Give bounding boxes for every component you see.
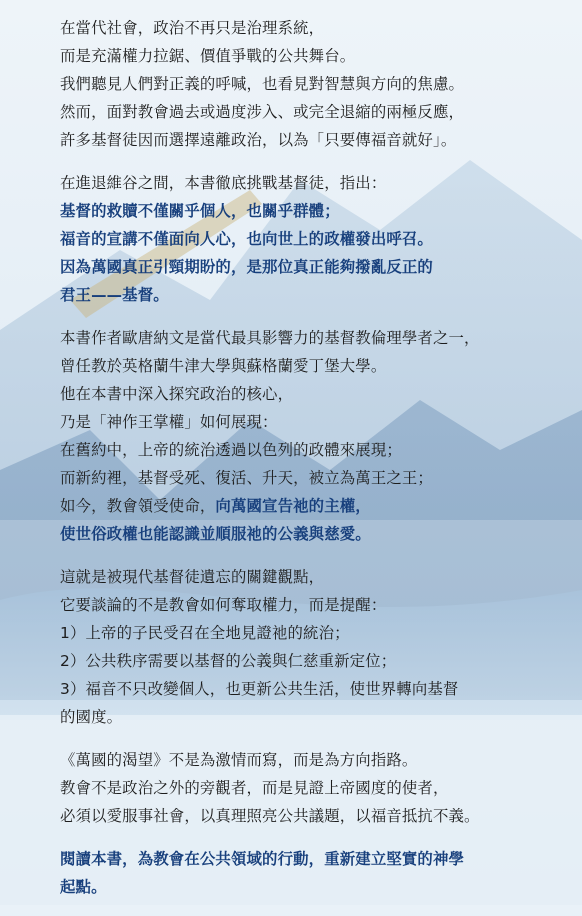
text-line: 教會不是政治之外的旁觀者，而是見證上帝國度的使者， <box>60 779 449 797</box>
list-item: 2）公共秩序需要以基督的公義與仁慈重新定位； <box>60 652 397 670</box>
text-line: 乃是「神作王掌權」如何展現： <box>60 413 278 431</box>
emphasis-segment: 向萬國宣告祂的主權， <box>215 497 371 515</box>
emphasis-line: 起點。 <box>60 878 107 896</box>
text-line: 這就是被現代基督徒遺忘的關鍵觀點， <box>60 568 325 586</box>
author-paragraph <box>60 324 560 548</box>
text-line: 而新約裡，基督受死、復活、升天，被立為萬王之王； <box>60 469 433 487</box>
text-line <box>60 492 560 520</box>
text-line: 本書作者歐唐納文是當代最具影響力的基督教倫理學者之一， <box>60 329 480 347</box>
text-line: 《萬國的渴望》不是為激情而寫，而是為方向指路。 <box>60 751 418 769</box>
text-line: 他在本書中深入探究政治的核心， <box>60 385 294 403</box>
emphasis-line: 君王——基督。 <box>60 286 169 304</box>
thesis-paragraph <box>60 169 560 309</box>
text-line: 而是充滿權力拉鋸、價值爭戰的公共舞台。 <box>60 47 356 65</box>
text-segment: 如今，教會領受使命， <box>60 497 216 515</box>
key-points-paragraph <box>60 563 560 731</box>
text-line: 在舊約中，上帝的統治透過以色列的政體來展現； <box>60 441 402 459</box>
description-text <box>60 14 560 916</box>
list-item: 3）福音不只改變個人，也更新公共生活，使世界轉向基督 <box>60 680 459 698</box>
text-line: 曾任教於英格蘭牛津大學與蘇格蘭愛丁堡大學。 <box>60 357 387 375</box>
text-line: 在當代社會，政治不再只是治理系統， <box>60 19 325 37</box>
emphasis-line: 福音的宣講不僅面向人心，也向世上的政權發出呼召。 <box>60 230 433 248</box>
text-line: 然而，面對教會過去或過度涉入、或完全退縮的兩極反應， <box>60 103 465 121</box>
list-item: 1）上帝的子民受召在全地見證祂的統治； <box>60 624 350 642</box>
text-line: 必須以愛服事社會，以真理照亮公共議題，以福音抵抗不義。 <box>60 807 480 825</box>
closing-paragraph <box>60 845 560 901</box>
text-line: 許多基督徒因而選擇遠離政治，以為「只要傳福音就好」。 <box>60 131 457 149</box>
emphasis-line: 基督的救贖不僅關乎個人，也關乎群體； <box>60 202 340 220</box>
text-line: 的國度。 <box>60 708 123 726</box>
emphasis-line: 因為萬國真正引頸期盼的，是那位真正能夠撥亂反正的 <box>60 258 433 276</box>
intro-paragraph <box>60 14 560 154</box>
text-line: 在進退維谷之間，本書徹底挑戰基督徒，指出： <box>60 174 387 192</box>
emphasis-line: 閱讀本書，為教會在公共領域的行動，重新建立堅實的神學 <box>60 850 465 868</box>
text-line: 我們聽見人們對正義的呼喊，也看見對智慧與方向的焦慮。 <box>60 75 465 93</box>
purpose-paragraph <box>60 746 560 830</box>
text-line: 它要談論的不是教會如何奪取權力，而是提醒： <box>60 596 387 614</box>
emphasis-line: 使世俗政權也能認識並順服祂的公義與慈愛。 <box>60 525 371 543</box>
